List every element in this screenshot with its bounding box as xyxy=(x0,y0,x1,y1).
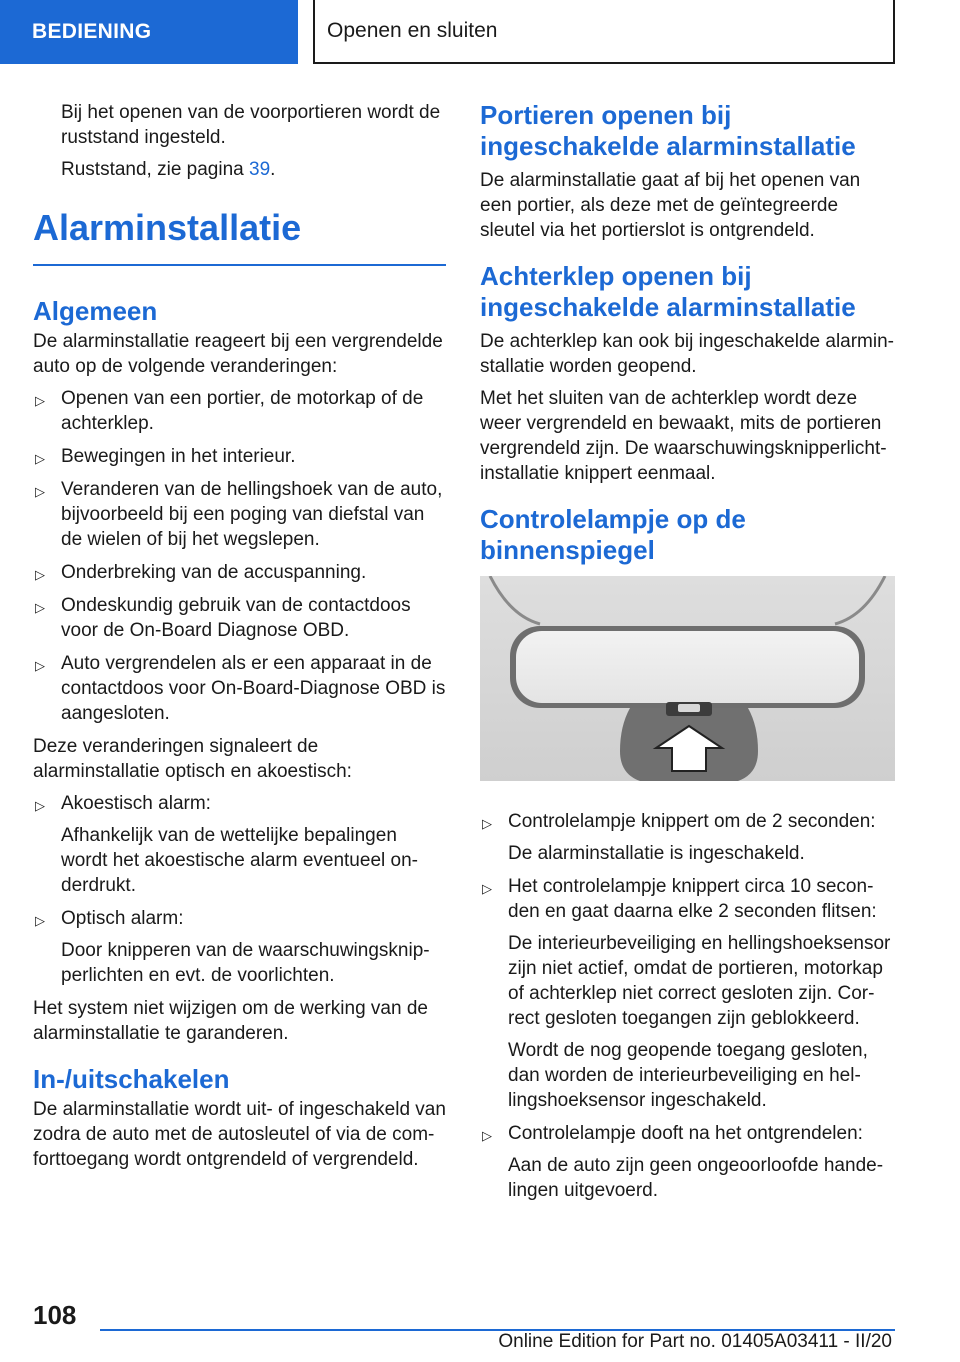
list-item-detail: Door knipperen van de waarschuwingsknip-perlichten en evt. de voorlichten. xyxy=(61,940,430,986)
list-item xyxy=(33,593,446,643)
list-item xyxy=(480,874,895,1113)
chapter-label: Openen en sluiten xyxy=(327,19,498,42)
list-item-label: Optisch alarm: xyxy=(61,908,184,929)
triangle-bullet-icon: ▷ xyxy=(35,600,45,615)
list-item xyxy=(33,906,446,988)
triangle-bullet-icon: ▷ xyxy=(35,567,45,582)
list-item-text: Veranderen van de hellingshoek van de auto, bijvoorbeeld bij een poging van diefstal van de wielen of bij het wegslepen. xyxy=(61,479,443,550)
triangle-bullet-icon: ▷ xyxy=(482,881,492,896)
list-item xyxy=(33,651,446,726)
list-item-detail: Wordt de nog geopende toegang gesloten, dan worden de interieurbeveiliging en hel-lingshoeksensor ingeschakeld. xyxy=(508,1040,868,1111)
list-item xyxy=(33,386,446,436)
algemeen-heading: Algemeen xyxy=(33,296,158,326)
signal-text: Deze veranderingen signaleert de alarminstallatie optisch en akoestisch: xyxy=(33,736,352,782)
triangle-bullet-icon: ▷ xyxy=(35,393,45,408)
list-item xyxy=(33,477,446,552)
list-item xyxy=(33,444,446,469)
list-item xyxy=(33,791,446,898)
chapter-heading: Alarminstallatie xyxy=(33,206,446,266)
list-item-text: Ondeskundig gebruik van de contactdoos voor de On-Board Diagnose OBD. xyxy=(61,595,411,641)
controle-heading: Controlelampje op de binnenspiegel xyxy=(480,504,746,565)
alarm-list xyxy=(33,791,446,988)
controle-list xyxy=(480,809,895,1203)
changes-list xyxy=(33,386,446,726)
portieren-heading: Portieren openen bij ingeschakelde alarminstallatie xyxy=(480,100,856,161)
achterklep-text-2: Met het sluiten van de achterklep wordt deze weer vergrendeld en bewaakt, mits de portieren vergrendeld zijn. De waarschuwingsknipperlicht-installatie knippert eenmaal. xyxy=(480,388,887,484)
page-link-39[interactable]: 39 xyxy=(249,159,271,180)
inuit-heading: In-/uitschakelen xyxy=(33,1064,230,1094)
rearview-mirror-image xyxy=(480,576,895,781)
list-item xyxy=(480,1121,895,1203)
list-item-detail: Afhankelijk van de wettelijke bepalingen wordt het akoestische alarm eventueel on-derdrukt. xyxy=(61,825,418,896)
section-tab xyxy=(0,0,298,64)
portieren-text: De alarminstallatie gaat af bij het openen van een portier, als deze met de geïntegreerde sleutel via het portierslot is ontgrendeld. xyxy=(480,170,861,241)
list-item-detail: Aan de auto zijn geen ongeoorloofde hande-lingen uitgevoerd. xyxy=(508,1155,884,1201)
list-item-text: Auto vergrendelen als er een apparaat in de contactdoos voor On-Board-Diagnose OBD is aangesloten. xyxy=(61,653,446,724)
section-label: BEDIENING xyxy=(32,20,152,43)
edition-note: Online Edition for Part no. 01405A03411 - II/20 xyxy=(498,1331,892,1352)
algemeen-text: De alarminstallatie reageert bij een vergrendelde auto op de volgende veranderingen: xyxy=(33,331,443,377)
list-item-detail: De alarminstallatie is ingeschakeld. xyxy=(508,843,805,864)
list-item-text: Bewegingen in het interieur. xyxy=(61,446,296,467)
list-item-label: Akoestisch alarm: xyxy=(61,793,211,814)
mirror-illustration xyxy=(480,576,895,781)
list-item-label: Het controlelampje knippert circa 10 secon-den en gaat daarna elke 2 seconden flitsen: xyxy=(508,876,877,922)
inuit-text: De alarminstallatie wordt uit- of ingeschakeld van zodra de auto met de autosleutel of via de com-forttoegang wordt ontgrendeld of vergrendeld. xyxy=(33,1099,446,1170)
achterklep-text-1: De achterklep kan ook bij ingeschakelde alarmin-stallatie worden geopend. xyxy=(480,331,895,377)
list-item-detail: De interieurbeveiliging en hellingshoeksensor zijn niet actief, omdat de portieren, motorkap of achterklep niet correct gesloten zijn. Cor-rect gesloten toegangen zijn geblokkeerd. xyxy=(508,933,891,1029)
triangle-bullet-icon: ▷ xyxy=(482,816,492,831)
system-text: Het system niet wijzigen om de werking van de alarminstallatie te garanderen. xyxy=(33,998,428,1044)
intro-paragraph: Bij het openen van de voorportieren wordt de ruststand ingesteld. xyxy=(61,102,441,148)
reference-end: . xyxy=(270,159,276,180)
list-item-label: Controlelampje knippert om de 2 seconden: xyxy=(508,811,876,832)
triangle-bullet-icon: ▷ xyxy=(35,913,45,928)
list-item xyxy=(480,809,895,866)
triangle-bullet-icon: ▷ xyxy=(482,1128,492,1143)
ruststand-reference xyxy=(33,157,446,182)
page-number: 108 xyxy=(33,1300,77,1330)
list-item xyxy=(33,560,446,585)
triangle-bullet-icon: ▷ xyxy=(35,484,45,499)
list-item-text: Onderbreking van de accuspanning. xyxy=(61,562,367,583)
reference-text: Ruststand, zie pagina xyxy=(61,159,250,180)
chapter-tab xyxy=(313,0,895,64)
triangle-bullet-icon: ▷ xyxy=(35,798,45,813)
list-item-label: Controlelampje dooft na het ontgrendelen: xyxy=(508,1123,863,1144)
triangle-bullet-icon: ▷ xyxy=(35,658,45,673)
achterklep-heading: Achterklep openen bij ingeschakelde alarminstallatie xyxy=(480,261,856,322)
right-column xyxy=(480,100,895,1211)
list-item-text: Openen van een portier, de motorkap of de achterklep. xyxy=(61,388,424,434)
left-column xyxy=(33,100,446,1179)
triangle-bullet-icon: ▷ xyxy=(35,451,45,466)
